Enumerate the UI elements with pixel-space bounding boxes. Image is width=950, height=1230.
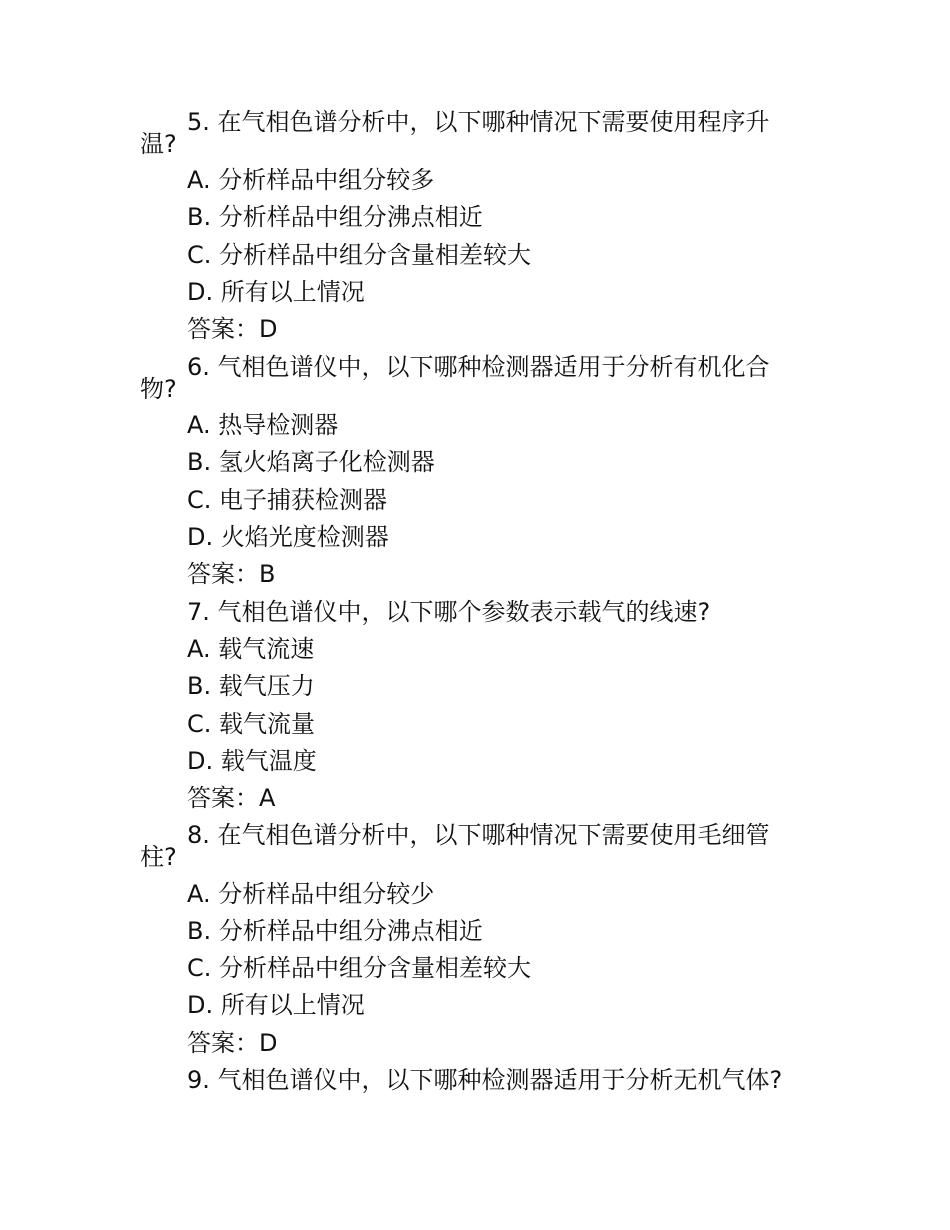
- question-7-option-d: D. 载气温度: [187, 747, 317, 775]
- question-8-text-wrap: 柱?: [140, 843, 177, 871]
- question-8-option-a: A. 分析样品中组分较少: [187, 880, 435, 908]
- question-6-answer: 答案：B: [187, 560, 276, 588]
- question-7-option-b: B. 载气压力: [187, 672, 315, 700]
- question-5-option-c: C. 分析样品中组分含量相差较大: [187, 241, 532, 269]
- question-5-text: 5. 在气相色谱分析中，以下哪种情况下需要使用程序升: [187, 108, 770, 136]
- question-6-option-d: D. 火焰光度检测器: [187, 523, 389, 551]
- question-7-option-c: C. 载气流量: [187, 710, 316, 738]
- question-5-answer: 答案：D: [187, 315, 278, 343]
- question-6-option-c: C. 电子捕获检测器: [187, 486, 388, 514]
- question-7-answer: 答案：A: [187, 784, 276, 812]
- question-8-option-d: D. 所有以上情况: [187, 991, 365, 1019]
- question-8-option-b: B. 分析样品中组分沸点相近: [187, 917, 483, 945]
- question-5-text-wrap: 温?: [140, 130, 177, 158]
- question-5-option-d: D. 所有以上情况: [187, 278, 365, 306]
- question-9-text: 9. 气相色谱仪中，以下哪种检测器适用于分析无机气体?: [187, 1066, 783, 1094]
- question-6-option-b: B. 氢火焰离子化检测器: [187, 448, 435, 476]
- question-5-option-a: A. 分析样品中组分较多: [187, 166, 435, 194]
- question-8-option-c: C. 分析样品中组分含量相差较大: [187, 954, 532, 982]
- question-8-answer: 答案：D: [187, 1029, 278, 1057]
- question-5-option-b: B. 分析样品中组分沸点相近: [187, 203, 483, 231]
- question-7-option-a: A. 载气流速: [187, 635, 315, 663]
- question-8-text: 8. 在气相色谱分析中，以下哪种情况下需要使用毛细管: [187, 821, 770, 849]
- question-6-text-wrap: 物?: [140, 375, 177, 403]
- question-6-text: 6. 气相色谱仪中，以下哪种检测器适用于分析有机化合: [187, 353, 770, 381]
- question-6-option-a: A. 热导检测器: [187, 411, 339, 439]
- question-7-text: 7. 气相色谱仪中，以下哪个参数表示载气的线速?: [187, 598, 711, 626]
